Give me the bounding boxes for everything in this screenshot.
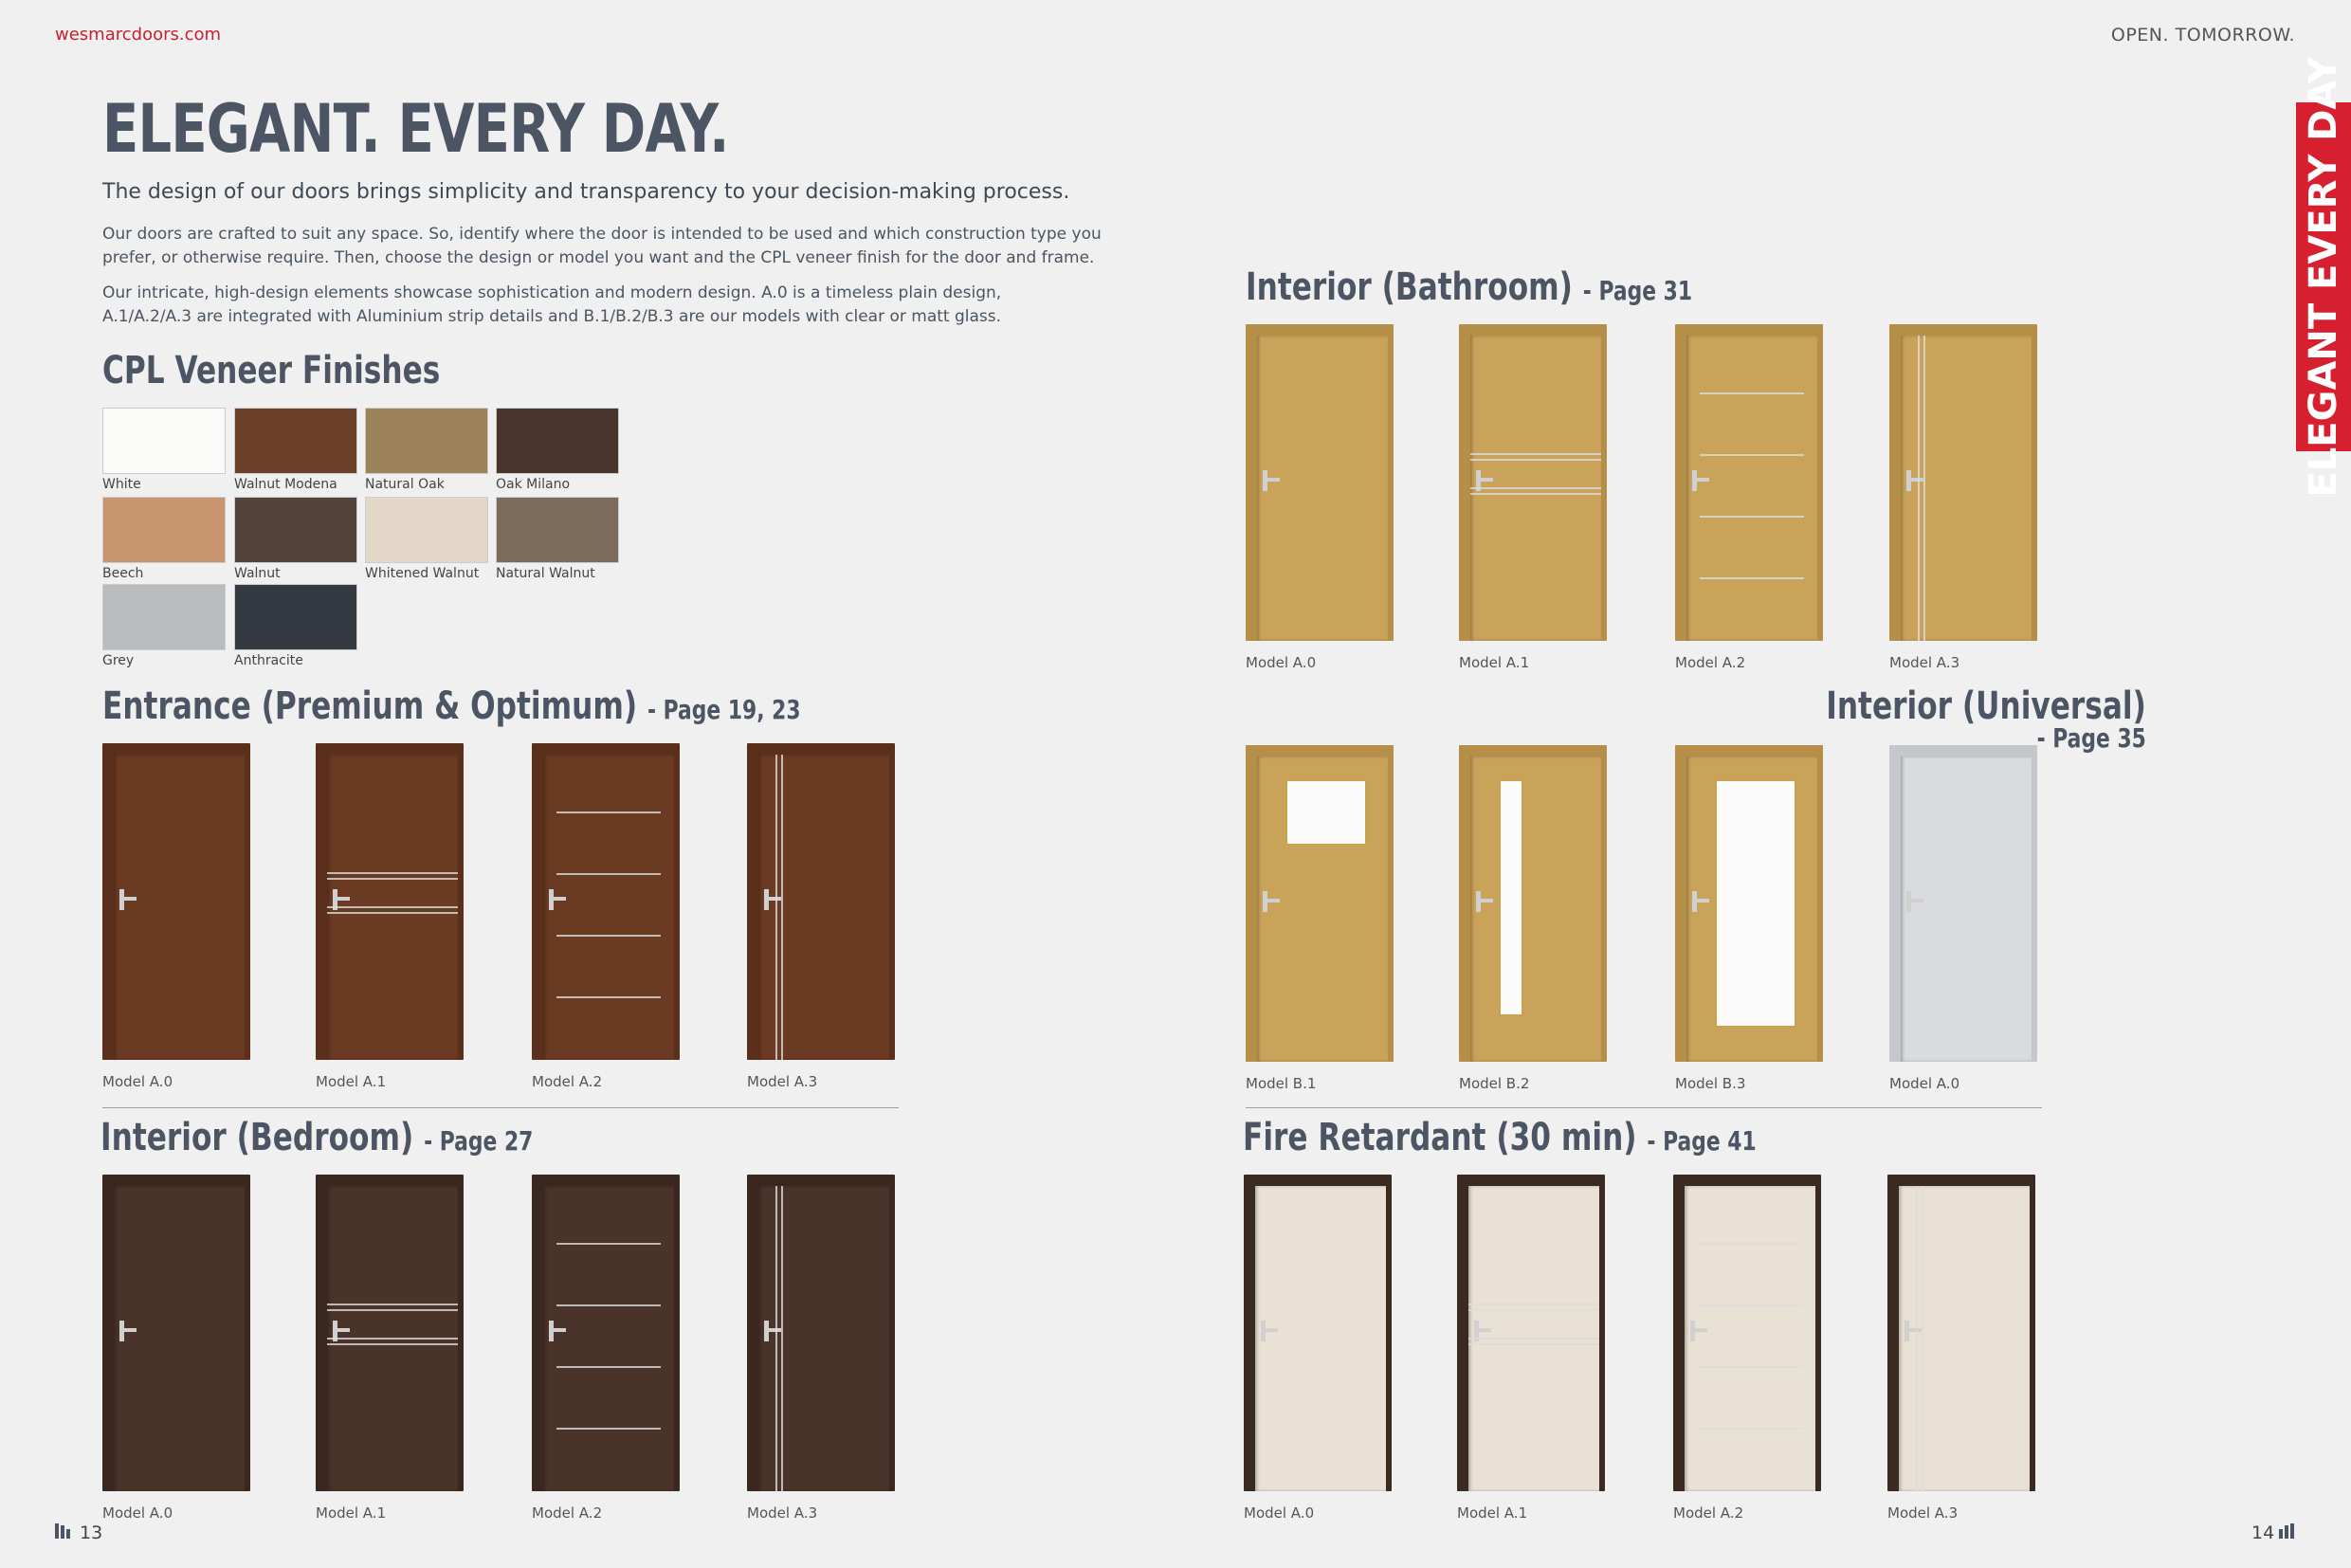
finish-label: Anthracite: [234, 653, 303, 668]
door-leaf: [1686, 336, 1817, 641]
door-leaf: [758, 1186, 889, 1491]
door-handle-plate-icon: [1906, 891, 1911, 912]
models-line-2: A.1/A.2/A.3 are integrated with Aluminium strip details and B.1/B.2/B.3 are our models with clear or matt glass.: [102, 307, 1002, 326]
models-paragraph: [102, 282, 1126, 329]
door-leaf: [543, 1186, 674, 1491]
door-handle-plate-icon: [1261, 1321, 1266, 1341]
model-label: Model A.1: [316, 1504, 387, 1522]
aluminium-strip: [775, 755, 777, 1060]
aluminium-strip: [556, 1304, 661, 1306]
aluminium-strip: [556, 935, 661, 937]
model-label: Model A.0: [1246, 654, 1317, 671]
aluminium-strip: [1698, 1366, 1802, 1368]
door-handle-plate-icon: [1690, 1321, 1695, 1341]
aluminium-strip: [556, 1243, 661, 1245]
side-tab: [2296, 56, 2351, 498]
model-label: Model A.0: [102, 1504, 173, 1522]
finish-label: Walnut: [234, 566, 281, 581]
intro-line-2: prefer, or otherwise require. Then, choose the design or model you want and the CPL veneer finish for the door and frame.: [102, 248, 1095, 267]
door-leaf: [1901, 336, 2032, 641]
brand-mark-right-icon: [2279, 1523, 2296, 1541]
door-handle-plate-icon: [1906, 470, 1911, 491]
finish-label: White: [102, 477, 141, 492]
aluminium-strip: [327, 1343, 458, 1345]
finish-label: Oak Milano: [496, 477, 571, 492]
door-leaf: [114, 755, 245, 1060]
door-handle-plate-icon: [1904, 1321, 1909, 1341]
aluminium-strip: [775, 1186, 777, 1491]
bathroom-title-text: Interior (Bathroom): [1246, 265, 1573, 309]
universal-page: - Page 35: [2036, 722, 2146, 754]
finish-swatch[interactable]: [365, 408, 488, 474]
fire-door[interactable]: [1244, 1175, 1392, 1491]
entrance-title-text: Entrance (Premium & Optimum): [102, 684, 638, 728]
door-handle-plate-icon: [549, 889, 554, 910]
aluminium-strip: [327, 1309, 458, 1311]
door-leaf: [1257, 336, 1388, 641]
door-handle-plate-icon: [119, 1321, 124, 1341]
model-label: Model A.3: [747, 1504, 818, 1522]
entrance-door[interactable]: [532, 743, 680, 1060]
divider-left: [102, 1107, 899, 1108]
aluminium-strip: [327, 1338, 458, 1340]
finish-swatch[interactable]: [234, 584, 357, 650]
door-handle-plate-icon: [549, 1321, 554, 1341]
bathroom-door[interactable]: [1889, 324, 2037, 641]
fire-door[interactable]: [1457, 1175, 1605, 1491]
finish-label: Whitened Walnut: [365, 566, 480, 581]
door-handle-plate-icon: [1476, 891, 1481, 912]
model-label: Model B.1: [1246, 1075, 1317, 1092]
finish-label: Natural Walnut: [496, 566, 595, 581]
entrance-door[interactable]: [102, 743, 250, 1060]
aluminium-strip: [1922, 1186, 1923, 1491]
aluminium-strip: [1918, 336, 1920, 641]
tagline: OPEN. TOMORROW.: [2110, 25, 2295, 46]
bathroom-title: [1246, 265, 1692, 309]
aluminium-strip: [781, 755, 783, 1060]
door-leaf: [543, 755, 674, 1060]
page-headline: ELEGANT. EVERY DAY.: [102, 90, 729, 168]
fire-door[interactable]: [1887, 1175, 2035, 1491]
fire-title: [1243, 1116, 1757, 1159]
fire-door[interactable]: [1673, 1175, 1821, 1491]
bedroom-title: [100, 1116, 533, 1159]
bedroom-door[interactable]: [747, 1175, 895, 1491]
universal-title-text: Interior (Universal): [1826, 684, 2146, 728]
aluminium-strip: [1700, 392, 1804, 394]
aluminium-strip: [1468, 1343, 1599, 1345]
divider-right: [1246, 1107, 2042, 1108]
aluminium-strip: [1468, 1309, 1599, 1311]
door-leaf: [1255, 1186, 1386, 1491]
page-number-right: 14: [2251, 1522, 2275, 1543]
finish-label: Walnut Modena: [234, 477, 337, 492]
door-leaf: [1685, 1186, 1815, 1491]
universal-door[interactable]: [1889, 745, 2037, 1062]
finish-swatch[interactable]: [234, 497, 357, 563]
aluminium-strip: [1923, 336, 1925, 641]
aluminium-strip: [327, 906, 458, 908]
aluminium-strip: [1916, 1186, 1918, 1491]
aluminium-strip: [1468, 1338, 1599, 1340]
door-leaf: [1470, 757, 1601, 1062]
model-label: Model A.1: [1457, 1504, 1528, 1522]
finish-swatch[interactable]: [234, 408, 357, 474]
door-leaf: [327, 1186, 458, 1491]
finish-swatch[interactable]: [102, 584, 226, 650]
model-label: Model A.2: [1675, 654, 1746, 671]
model-label: Model A.0: [1889, 1075, 1960, 1092]
models-line-1: Our intricate, high-design elements showcase sophistication and modern design. A.0 is a timeless plain design,: [102, 283, 1002, 302]
aluminium-strip: [327, 912, 458, 914]
bathroom-door[interactable]: [1675, 324, 1823, 641]
door-handle-plate-icon: [764, 1321, 769, 1341]
entrance-title: [102, 684, 801, 728]
aluminium-strip: [327, 1304, 458, 1305]
bedroom-door[interactable]: [316, 1175, 464, 1491]
door-glass-pane: [1715, 779, 1796, 1028]
bathroom-glass-door[interactable]: [1675, 745, 1823, 1062]
model-label: Model A.3: [1889, 654, 1960, 671]
page-number-left: 13: [80, 1522, 103, 1543]
aluminium-strip: [781, 1186, 783, 1491]
aluminium-strip: [1468, 1304, 1599, 1305]
entrance-page: - Page 19, 23: [647, 694, 801, 725]
door-leaf: [1686, 757, 1817, 1062]
aluminium-strip: [1470, 459, 1601, 461]
bedroom-page: - Page 27: [424, 1125, 534, 1157]
door-handle-plate-icon: [119, 889, 124, 910]
model-label: Model A.1: [1459, 654, 1530, 671]
door-glass-pane: [1499, 779, 1523, 1016]
finish-label: Beech: [102, 566, 144, 581]
bathroom-door[interactable]: [1246, 324, 1394, 641]
aluminium-strip: [1470, 493, 1601, 495]
finish-label: Natural Oak: [365, 477, 445, 492]
door-leaf: [1257, 757, 1388, 1062]
aluminium-strip: [327, 872, 458, 874]
model-label: Model A.3: [747, 1073, 818, 1090]
aluminium-strip: [1470, 487, 1601, 489]
aluminium-strip: [556, 1366, 661, 1368]
door-handle-plate-icon: [764, 889, 769, 910]
aluminium-strip: [1700, 454, 1804, 456]
door-handle-plate-icon: [1692, 470, 1697, 491]
model-label: Model A.0: [102, 1073, 173, 1090]
finish-swatch[interactable]: [102, 408, 226, 474]
finish-swatch[interactable]: [365, 497, 488, 563]
bedroom-door[interactable]: [102, 1175, 250, 1491]
door-leaf: [1899, 1186, 2030, 1491]
aluminium-strip: [1698, 1243, 1802, 1245]
aluminium-strip: [1700, 516, 1804, 518]
door-leaf: [114, 1186, 245, 1491]
bathroom-door[interactable]: [1459, 324, 1607, 641]
finish-swatch[interactable]: [496, 497, 619, 563]
model-label: Model A.1: [316, 1073, 387, 1090]
site-url[interactable]: wesmarcdoors.com: [55, 25, 222, 45]
finish-swatch[interactable]: [496, 408, 619, 474]
aluminium-strip: [556, 811, 661, 813]
model-label: Model A.3: [1887, 1504, 1959, 1522]
fire-page: - Page 41: [1647, 1125, 1757, 1157]
aluminium-strip: [1700, 577, 1804, 579]
door-leaf: [758, 755, 889, 1060]
entrance-door[interactable]: [316, 743, 464, 1060]
door-leaf: [1470, 336, 1601, 641]
universal-title: [1826, 684, 2146, 754]
bedroom-title-text: Interior (Bedroom): [100, 1116, 414, 1159]
model-label: Model B.3: [1675, 1075, 1746, 1092]
model-label: Model A.2: [532, 1504, 603, 1522]
door-leaf: [1901, 757, 2032, 1062]
model-label: Model A.0: [1244, 1504, 1315, 1522]
model-label: Model B.2: [1459, 1075, 1530, 1092]
aluminium-strip: [1470, 453, 1601, 455]
door-handle-plate-icon: [1263, 470, 1267, 491]
bathroom-glass-door[interactable]: [1246, 745, 1394, 1062]
bathroom-page: - Page 31: [1582, 275, 1693, 306]
side-tab-label: ELEGANT EVERY DAY: [2302, 56, 2345, 498]
aluminium-strip: [1698, 1304, 1802, 1306]
aluminium-strip: [556, 1428, 661, 1430]
fire-title-text: Fire Retardant (30 min): [1243, 1116, 1637, 1159]
model-label: Model A.2: [1673, 1504, 1744, 1522]
finishes-title: CPL Veneer Finishes: [102, 349, 441, 392]
bedroom-door[interactable]: [532, 1175, 680, 1491]
bathroom-glass-door[interactable]: [1459, 745, 1607, 1062]
intro-line-1: Our doors are crafted to suit any space. So, identify where the door is intended to be used and which construction type you: [102, 225, 1102, 244]
entrance-door[interactable]: [747, 743, 895, 1060]
door-leaf: [1468, 1186, 1599, 1491]
finish-label: Grey: [102, 653, 135, 668]
lead-text: The design of our doors brings simplicity and transparency to your decision-making process.: [102, 180, 1070, 204]
door-handle-plate-icon: [1263, 891, 1267, 912]
door-glass-pane: [1285, 779, 1367, 846]
intro-paragraph: [102, 223, 1126, 270]
aluminium-strip: [556, 873, 661, 875]
aluminium-strip: [1698, 1428, 1802, 1430]
door-handle-plate-icon: [1692, 891, 1697, 912]
model-label: Model A.2: [532, 1073, 603, 1090]
door-leaf: [327, 755, 458, 1060]
brand-mark-left-icon: [55, 1523, 68, 1539]
finish-swatch[interactable]: [102, 497, 226, 563]
aluminium-strip: [556, 996, 661, 998]
aluminium-strip: [327, 878, 458, 880]
